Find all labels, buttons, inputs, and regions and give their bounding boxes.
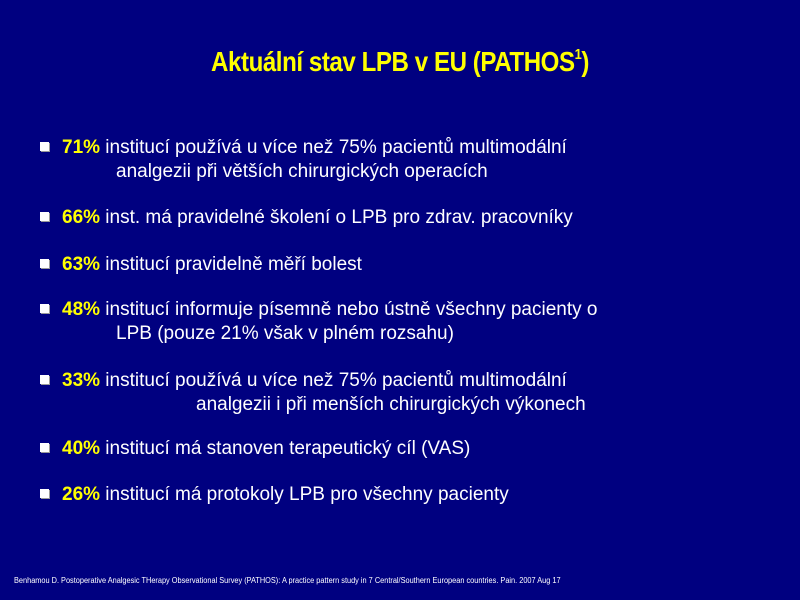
bullet-percent: 40% [62, 438, 101, 459]
slide-title-text: Aktuální stav LPB v EU (PATHOS [211, 46, 575, 77]
bullet-square-icon [40, 259, 49, 268]
bullet-square-icon [40, 375, 49, 384]
bullet-text: institucí má stanoven terapeutický cíl (VAS) [100, 438, 471, 459]
bullet-percent: 26% [62, 484, 101, 505]
bullet-percent: 63% [62, 254, 101, 275]
bullet-text: inst. má pravidelné školení o LPB pro zdrav. pracovníky [100, 207, 573, 228]
bullet-square-icon [40, 142, 49, 151]
bullet-text: institucí informuje písemně nebo ústně všechny pacienty o [100, 299, 598, 320]
bullet-line [62, 253, 362, 277]
bullet-text: institucí pravidelně měří bolest [100, 254, 362, 275]
title-superscript: 1 [574, 46, 582, 63]
bullet-percent: 48% [62, 299, 101, 320]
bullet-text: institucí používá u více než 75% pacientů multimodální [100, 370, 567, 391]
bullet-line [62, 206, 573, 230]
footnote-citation: Benhamou D. Postoperative Analgesic THerapy Observational Survey (PATHOS): A practice pattern study in 7 Central/Southern European countries. Pain. 2007 Aug 17 [14, 576, 561, 585]
slide-title-close: ) [581, 46, 589, 77]
bullet-percent: 33% [62, 370, 101, 391]
bullet-percent: 66% [62, 207, 101, 228]
bullet-continuation: analgezii i při menších chirurgických výkonech [196, 394, 586, 415]
bullet-percent: 71% [62, 137, 101, 158]
bullet-square-icon [40, 443, 49, 452]
bullet-line [62, 298, 597, 322]
bullet-square-icon [40, 489, 49, 498]
bullet-text: institucí používá u více než 75% pacientů multimodální [100, 137, 567, 158]
bullet-line [62, 369, 567, 393]
bullet-line [62, 437, 470, 461]
bullet-text: institucí má protokoly LPB pro všechny pacienty [100, 484, 509, 505]
bullet-line [62, 483, 509, 507]
bullet-continuation: LPB (pouze 21% však v plném rozsahu) [116, 323, 454, 344]
bullet-continuation: analgezii při větších chirurgických operacích [116, 161, 488, 182]
bullet-square-icon [40, 212, 49, 221]
bullet-line [62, 136, 567, 160]
bullet-square-icon [40, 304, 49, 313]
